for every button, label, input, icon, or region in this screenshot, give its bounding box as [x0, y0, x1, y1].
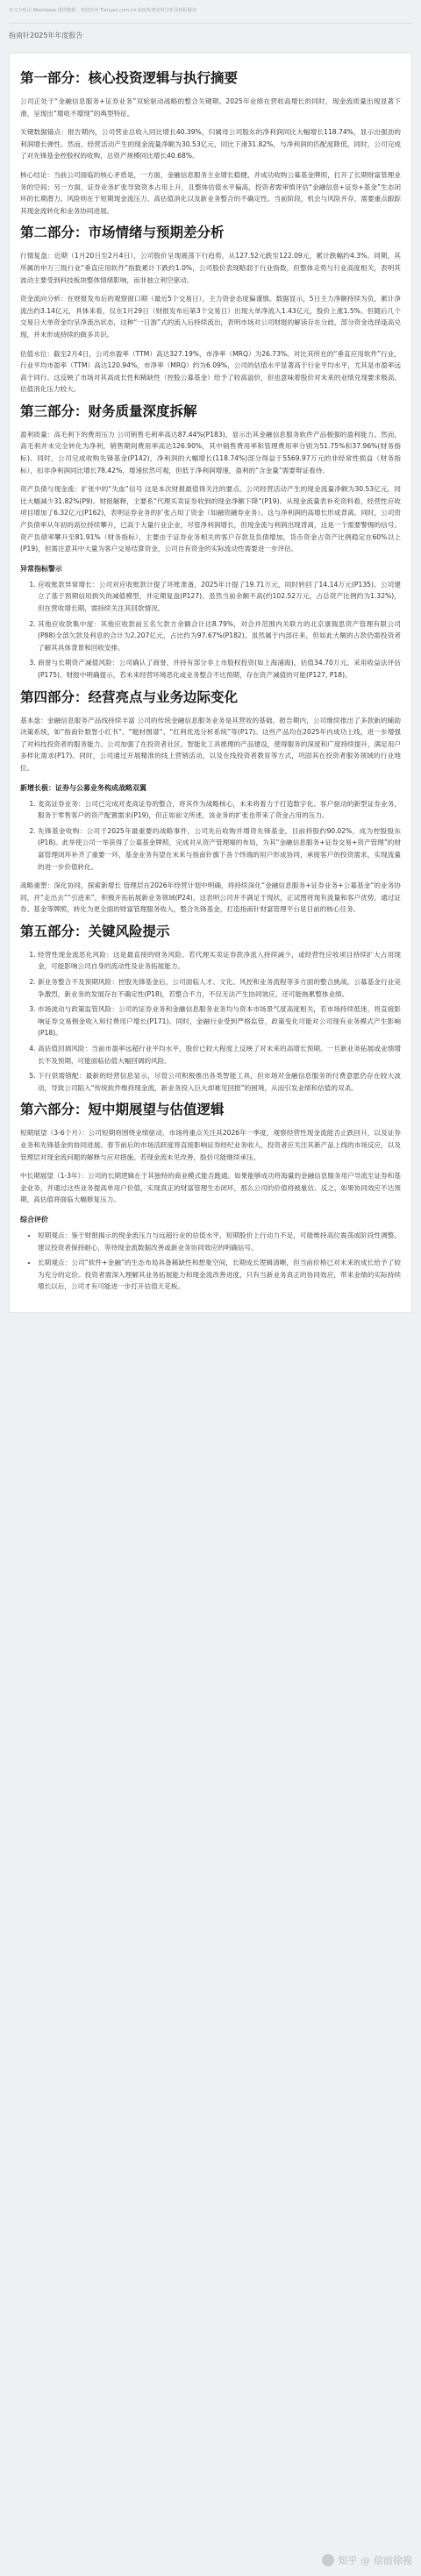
list-item: 2. 新业务整合不及预期风险：控股先锋基金后，公司面临人才、文化、风控和业务流程等多方面的整合挑战。公募基金行业竞争激烈，新业务的发展存在不确定性(P18)，若整合不力，不仅无法产生协同效应，还可能拖累整体业绩。	[38, 976, 401, 1000]
paragraph: 基本盘：金融信息服务产品线持续丰富 公司的传统金融信息服务业务是其营收的基础。报告期内，公司继续推出了多款新的辅助决策系统，如“指南针数智小红书”、“题材图谱”、“红利优选分析系统”等(P17)。这些产品均在2025年内成功上线，进一步增强了对科技投资者的服务能力。公司加强了在投资者社区、智能化工具推理的产品建设，使得服务的深度和广度持续提升，满足用户多样化需求(P17)。同时，公司通过开展精准的线上营销活动，以及在线投资者教育等方式，巩固其在投资者服务领域的行业地位。	[20, 716, 401, 772]
section-title-4: 第四部分：经营亮点与业务边际变化	[20, 689, 239, 705]
list-item: 3. 商誉与长期资产减值风险：公司确认了商誉，并持有部分非上市股权投资(如上海浦海)，估值34.70万元。采用收益法评估(P175)，财报中明确提示，若未来经营环境恶化或业务整合不达预期，存在资产减值的可能(P127, P18)。	[38, 657, 401, 681]
section-title-3: 第三部分：财务质量深度拆解	[20, 403, 197, 419]
divider	[9, 23, 412, 24]
watermark-text: 知乎 @ 信而徐视	[338, 2555, 412, 2566]
list-item: • 长期观点：公司“软件+金融”的生态布局具备稀缺性和想象空间，长期成长逻辑清晰，但当前价格已对未来的成长给予了较为充分的定价。投资者需深入理解其业务拓展能力和现金流改善进度，只有当新业务真正的协同效应，带来业绩的实际持续增长以后，公司才有可能进一步打开估值天花板。	[38, 1257, 401, 1293]
subsection-title: 异常指标警示	[20, 564, 62, 573]
paragraph: 行情复盘：近期（1月20日至2月4日），公司股价呈现震荡下行趋势，从127.52元跌至122.09元，累计跌幅约4.3%。同期，其所属的申万三级行业“垂直应用软件”指数累计下跌约1.0%，公司股价表现略弱于行业指数，但整体走势与行业高度相关，表明其波动主要受到科技板块整体情绪影响，而非独立利空驱动。	[20, 252, 401, 284]
paragraph: 盈利质量：高毛利下的费用压力 公司销售毛利率高达87.44%(P183)，显示出其金融信息服务软件产品极强的盈利能力。然而，高毛利并未完全转化为净利，销售期间费用率高达126.90%，其中销售费用率和管理费用率分别为51.75%和37.96%(财务指标)。同时，公司完成收购先锋基金(P142)，净利润的大幅增长(118.74%)部分得益于5569.97万元的非经常性损益（财务指标），扣非净利润同比增长78.42%，增速依然可观，但低于净利润增速，盈利的“含金量”需要辩证看待。	[20, 430, 401, 475]
paragraph: 核心结论：当前公司面临的核心矛盾是，一方面，金融信息服务主业增长稳健，并成功收购公募基金牌照，打开了长期财富管理业务的空间；另一方面，证券业务扩张导致资本占用上升，且整体估值水平偏高，投资者需审慎评估“金融信息+证券+基金”生态闭环的长期潜力。风险则在于短期现金流压力、高估值消化以及新业务整合的不确定性。当前阶段，机会与风险并存，需要重点跟踪其现金流转化和业务协同进展。	[20, 170, 401, 215]
section-title-5: 第五部分：关键风险提示	[20, 923, 170, 939]
paragraph: 短期展望（3-6个月）：公司短期将围绕业绩驱动，市场将重点关注其2026年一季度，观察经营性现金流能否止跌回升，以及证券业务和先锋基金的协同进展。春节前后的市场活跃度将直接影响证券经纪业务收入，投资者应关注其新产品上线的市场反应，以及管理层对现金流问题的解释与应对措施。若现金流未见改善，股价可能继续承压。	[20, 1129, 401, 1161]
list-item: • 短期观点：鉴于财报揭示的现金流压力与远超行业的估值水平，短期股价上行动力不足，可能维持高位震荡或阶段性调整。建议投资者保持耐心，等待现金流数据改善或新业务协同效应的明确信号。	[38, 1230, 401, 1253]
list-item: 4. 高估值回调风险：当前市盈率远超行业平均水平，股价已较大程度上反映了对未来的高增长预期。一旦新业务拓展或业绩增长不及预期，可能面临估值大幅回调的风险。	[38, 1043, 401, 1067]
growth-list	[20, 798, 401, 874]
list-item: 1. 经营性现金流恶化风险：这是最直接的财务风险。若代理买卖证券款净流入持续减少，或经营性应收项目持续扩大占用现金，可能影响公司自身的流动性及业务拓展能力。	[38, 949, 401, 973]
paragraph: 资产负债与现金流：扩张中的“失血”信号 这是本次财报最值得关注的要点。公司经营活动产生的现金流量净额为30.53亿元，同比大幅减少31.82%(P9)。财报解释，主要系“代理买卖证券收到的现金净额下降”(P19)。从现金流量表补充资料看，经营性应收项目增加了6.32亿元(P162)，表明证券业务的扩张占用了资金（如融资融券业务）。这与净利润的高增长形成背离。同时，公司资产负债率从年初的高位持续攀升，已高于大量行业企业，尽管净利润增长，但现金流与利润出现背离，这是一个需要警惕的信号。资产负债率攀升至81.91%（财务指标），主要由于证券业务相关的客户存款及负债增加，货币资金占资产比例稳定在60%以上(P19)，但需注意其中大量为客户交易结算资金，公司自有资金的实际流动性需要进一步评估。	[20, 485, 401, 553]
paragraph: 关键数据锚点：报告期内，公司营业总收入同比增长40.39%，归属母公司股东的净利润同比大幅增长118.74%，显示出强劲的利润增长弹性。然而，经营活动产生的现金流量净额为30.53亿元，同比下滑31.82%，与净利润的匹配度降低。同时，公司完成了对先锋基金控股权的收购，总资产规模同比增长40.68%。	[20, 128, 401, 161]
list-item: 2. 先锋基金收购：公司于2025年最重要的战略事件，公司先后收购并增资先锋基金，目前持股约90.02%，成为控股股东(P18)。此举使公司一举获得了公募基金牌照，完成对从资产管理端的布局，为其“金融信息服务+证券交易+资产管理”的财富管理闭环补齐了重要一环，基金业务有望在未来与指南针旗下各个终端的用户形成协同，承接客户的投资需求，实现流量的进一步价值转化。	[38, 825, 401, 873]
list-item: 3. 市场波动与政策监管风险：公司的证券业务和金融信息服务业务均与资本市场景气度高度相关，若市场持续低迷，将直接影响证券交易佣金收入和付费用户增长(P171)。同时，金融行业受到严格监管，政策变化可能对公司现有业务模式产生影响(P18)。	[38, 1003, 401, 1039]
subsection-title: 新增长极：证券与公募业务构成战略双翼	[20, 783, 146, 792]
watermark	[322, 2553, 412, 2567]
section-title-1: 第一部分：核心投资逻辑与执行摘要	[20, 70, 239, 86]
risk-list	[20, 949, 401, 1095]
summary-list	[20, 1230, 401, 1293]
subsection-title: 综合评价	[20, 1215, 48, 1224]
list-item: 1. 麦高证券业务：公司已完成对麦高证券的整合，将其作为战略核心，未来将着力于打造数字化、客户驱动的新型证券业务，服务于零售客户的资产配置需求(P19)，但正如前文所述，该业务的扩张也带来了资金占用的压力。	[38, 798, 401, 822]
paragraph: 估值水位：截至2月4日，公司市盈率（TTM）高达327.19%，市净率（MRQ）为26.73%。对比其所在的“垂直应用软件”行业，行业平均市盈率（TTM）高达120.94%，市净率（MRQ）约为6.09%，公司的估值水平显著高于行业平均水平，尤其是市盈率远高于同行。这反映了市场对其高成长性和稀缺性（控股公募基金）给予了较高溢价，但也意味着股价对未来的业绩兑现要求极高。估值消化压力较大。	[20, 349, 401, 394]
anomaly-list	[20, 579, 401, 681]
paragraph: 中长期展望（1-3年）：公司的长期逻辑在于其独特的商业模式能否跑通。如果能够成功将海量的金融信息服务用户导流至证券和基金业务，并通过这些业务提高单用户价值，实现真正的财富管理生态闭环，那么公司的价值将被重估。反之，如果协同效应不达预期，高估值将面临大幅修复压力。	[20, 1172, 401, 1204]
list-item: 2. 其他应收款集中度：其他应收款前五名欠款方余额合计达8.79%，对合并范围内关联方的北京康瑞思资产管理有限公司(P88)全部欠款及利息的合计为2.207亿元，占比约为97.67%(P182)。虽然属于内部往来，但如此大额的占款仍需投资者了解其具体背景和回收安排。	[38, 618, 401, 654]
document-title: 指南针2025年年度报告	[9, 32, 83, 39]
list-item: 5. 下行供需错配：最新的经营信息显示，尽管公司积极推出各类智能工具，但市场对金融信息服务的付费意愿仍存在较大波动，导致公司陷入“传统软件维持现金流，新业务投入巨大却难见回报”的困境，从而引发业绩和估值的双杀。	[38, 1070, 401, 1094]
section-title-2: 第二部分：市场情绪与预期差分析	[20, 225, 225, 241]
paragraph: 公司正处于“金融信息服务+证券业务”双轮驱动战略的整合关键期。2025年业绩在营收高增长的同时，现金流质量出现显著下滑，呈现出“增收不增现”的典型特征。	[20, 97, 401, 118]
zhihu-logo-icon	[322, 2554, 334, 2566]
paragraph: 资金流向分析：在财报发布后的观察窗口期（最近5个交易日），主力资金态度偏谨慎。数据显示，5日主力净额持续为负，累计净流出约3.14亿元，具体来看，仅在1月29日（财报发布后第3个交易日）出现大单净流入1.43亿元，股价上涨1.5%。但随后几个交易日大单资金均呈净流出状态，这种“一日游”式的流入后持续流出，表明市场对公司财报的解读存在分歧，部分资金选择逢高兑现，并未形成持续的做多共识。	[20, 295, 401, 339]
section-title-6: 第六部分：短中期展望与估值逻辑	[20, 1102, 225, 1118]
report-card	[9, 53, 412, 1313]
list-item: 1. 应收账款异常增长：公司对应收账款计提了坏账准备，2025年计提了19.71万元，同时转回了14.14万元(P135)。公司建立了基于预期信用损失的减值模型，并定期复盘(P127)。虽然当前余额不高(约102.52万元，占总资产比例约为1.32%)，但在营收增长期，需持续关注其回款情况。	[38, 579, 401, 615]
paragraph: 战略重塑：深化协同，探索新增长 管理层在2026年经营计划中明确，将持续深化“金融信息服务+证券业务+公募基金”的业务协同，并“走出去”“引进来”，积极开拓拓展新业务领域(P24)。这表明公司并不满足于现状，正试图将现有流量和客户优势，通过证券、基金等牌照，转化为更全面的财富管理服务收入，整合先锋基金，打造指南针财富管理平台是目前的核心任务。	[20, 881, 401, 914]
disclaimer-text: 本文分析由 Moonbase 提供数据，欢迎访问 Tianyan.com.cn 获取免费实时分析及财报解读	[9, 8, 197, 13]
